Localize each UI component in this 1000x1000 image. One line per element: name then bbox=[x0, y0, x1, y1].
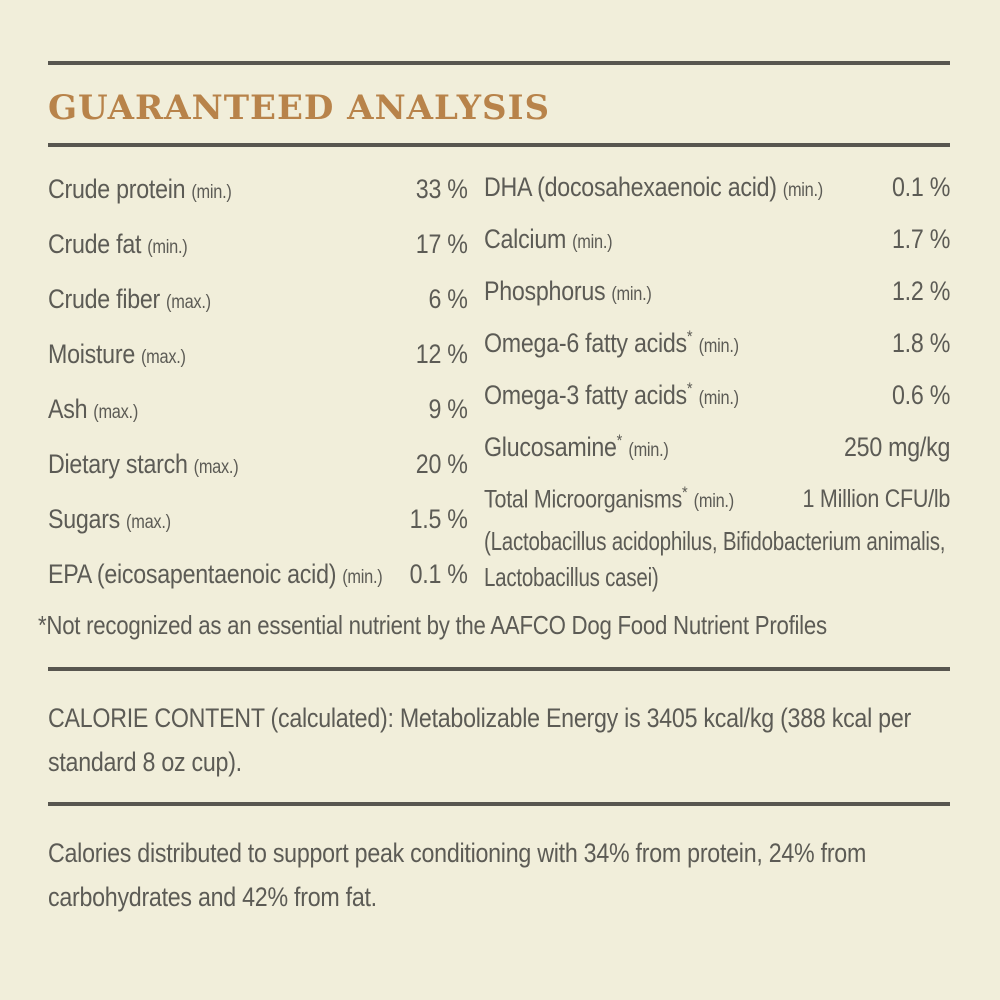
nutrient-qualifier: (min.) bbox=[342, 567, 383, 588]
nutrient-qualifier: (min.) bbox=[191, 182, 232, 203]
analysis-row-crude-fat bbox=[48, 215, 468, 270]
analysis-row-dietary-starch bbox=[48, 435, 468, 490]
nutrient-value: 250 mg/kg bbox=[844, 432, 951, 462]
nutrient-value: 1.8 % bbox=[892, 328, 951, 358]
nutrient-label: Calcium bbox=[484, 224, 567, 254]
nutrient-qualifier: (min.) bbox=[628, 440, 669, 461]
calorie-distribution-text: Calories distributed to support peak conditioning with 34% from protein, 24% from carbohydrates and 42% from fat. bbox=[48, 838, 867, 912]
nutrient-label: Dietary starch bbox=[48, 449, 188, 479]
nutrient-label: Crude fat bbox=[48, 229, 142, 259]
nutrient-label: Total Microorganisms bbox=[484, 485, 682, 514]
nutrient-qualifier: (min.) bbox=[572, 232, 613, 253]
analysis-column-left bbox=[48, 160, 468, 600]
nutrient-value: 33 % bbox=[415, 174, 468, 204]
nutrient-label: Crude protein bbox=[48, 174, 186, 204]
nutrient-qualifier: (min.) bbox=[147, 237, 188, 258]
analysis-row-total-microorganisms bbox=[484, 472, 950, 523]
nutrient-value: 1.7 % bbox=[892, 224, 951, 254]
nutrient-value: 6 % bbox=[428, 284, 468, 314]
nutrient-value: 1.5 % bbox=[409, 504, 468, 534]
nutrient-qualifier: (max.) bbox=[166, 292, 211, 313]
nutrient-value: 1.2 % bbox=[892, 276, 951, 306]
nutrient-value: 0.1 % bbox=[892, 172, 951, 202]
calorie-section-divider bbox=[48, 667, 950, 671]
nutrient-label: EPA (eicosapentaenoic acid) bbox=[48, 559, 337, 589]
nutrient-label: Omega-3 fatty acids bbox=[484, 380, 687, 410]
calorie-content-text: CALORIE CONTENT (calculated): Metabolizable Energy is 3405 kcal/kg (388 kcal per standard 8 oz cup). bbox=[48, 703, 911, 777]
asterisk-superscript: * bbox=[681, 483, 688, 502]
analysis-row-crude-protein bbox=[48, 160, 468, 215]
analysis-row-dha bbox=[484, 160, 950, 212]
analysis-row-calcium bbox=[484, 212, 950, 264]
nutrient-value: 20 % bbox=[415, 449, 468, 479]
analysis-row-moisture bbox=[48, 325, 468, 380]
nutrient-qualifier: (min.) bbox=[698, 388, 739, 409]
nutrient-qualifier: (max.) bbox=[126, 512, 171, 533]
aafco-footnote: *Not recognized as an essential nutrient by the AAFCO Dog Food Nutrient Profiles bbox=[38, 610, 827, 640]
page-title: GUARANTEED ANALYSIS bbox=[48, 88, 551, 128]
analysis-row-epa bbox=[48, 545, 468, 600]
nutrient-qualifier: (max.) bbox=[93, 402, 139, 423]
nutrient-label: Moisture bbox=[48, 339, 135, 369]
analysis-row-omega3 bbox=[484, 368, 950, 420]
nutrient-value: 1 Million CFU/lb bbox=[802, 485, 951, 514]
analysis-row-crude-fiber bbox=[48, 270, 468, 325]
nutrient-label: Ash bbox=[48, 394, 88, 424]
asterisk-superscript: * bbox=[616, 431, 623, 450]
nutrient-label: Glucosamine bbox=[484, 432, 617, 462]
nutrient-qualifier: (max.) bbox=[193, 457, 239, 478]
asterisk-superscript: * bbox=[686, 379, 693, 398]
nutrient-qualifier: (max.) bbox=[141, 347, 186, 368]
analysis-column-right bbox=[484, 160, 950, 600]
nutrient-value: 0.1 % bbox=[409, 559, 468, 589]
analysis-table bbox=[48, 160, 950, 600]
microorganisms-species-note: (Lactobacillus acidophilus, Bifidobacterium animalis, Lactobacillus casei) bbox=[484, 526, 946, 593]
nutrient-value: 0.6 % bbox=[892, 380, 951, 410]
title-divider bbox=[48, 143, 950, 147]
nutrient-value: 9 % bbox=[428, 394, 468, 424]
analysis-row-glucosamine bbox=[484, 420, 950, 472]
top-divider bbox=[48, 61, 950, 65]
nutrient-qualifier: (min.) bbox=[693, 491, 734, 513]
asterisk-superscript: * bbox=[686, 327, 693, 346]
analysis-row-phosphorus bbox=[484, 264, 950, 316]
nutrient-qualifier: (min.) bbox=[611, 284, 652, 305]
nutrient-label: Phosphorus bbox=[484, 276, 606, 306]
nutrient-value: 12 % bbox=[415, 339, 468, 369]
analysis-row-omega6 bbox=[484, 316, 950, 368]
nutrient-qualifier: (min.) bbox=[698, 336, 739, 357]
nutrient-label: Sugars bbox=[48, 504, 121, 534]
nutrient-label: Crude fiber bbox=[48, 284, 161, 314]
nutrient-label: DHA (docosahexaenoic acid) bbox=[484, 172, 777, 202]
analysis-row-ash bbox=[48, 380, 468, 435]
distribution-section-divider bbox=[48, 802, 950, 806]
nutrient-value: 17 % bbox=[415, 229, 468, 259]
analysis-row-sugars bbox=[48, 490, 468, 545]
nutrient-label: Omega-6 fatty acids bbox=[484, 328, 687, 358]
nutrient-qualifier: (min.) bbox=[782, 180, 823, 201]
